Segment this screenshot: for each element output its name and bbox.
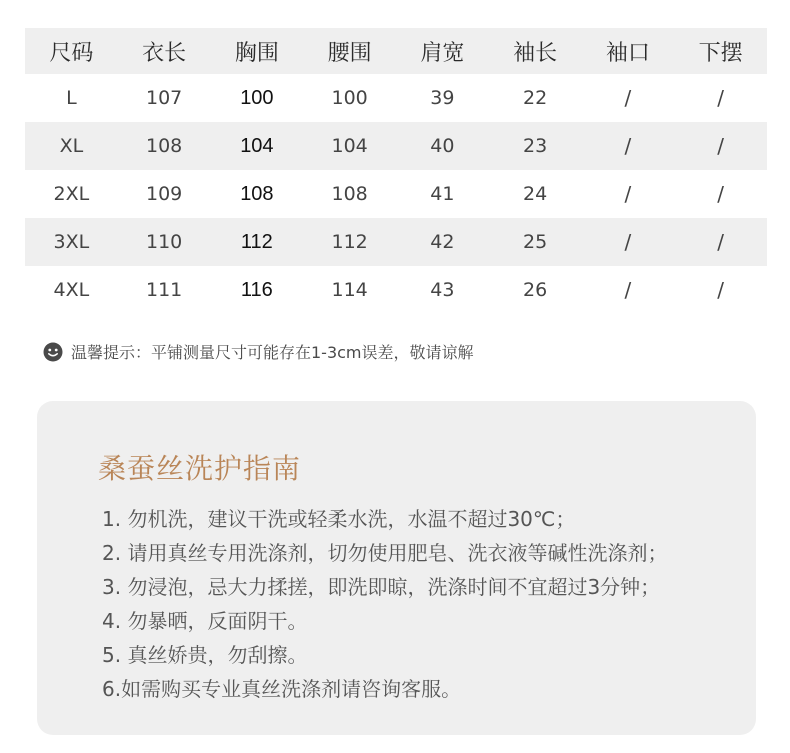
cell-waist: 100 (331, 87, 368, 109)
cell-shoulder: 42 (396, 218, 489, 266)
cell-cuff: / (624, 182, 632, 206)
cell-bust: 104 (211, 122, 304, 170)
list-item: 6.如需购买专业真丝洗涤剂请咨询客服。 (102, 677, 462, 701)
header-bust: 胸围 (211, 28, 304, 74)
cell-waist: 108 (331, 183, 368, 205)
cell-length: 110 (118, 218, 211, 266)
cell-size: XL (25, 122, 118, 170)
cell-hem: / (674, 218, 767, 266)
care-instructions-list (102, 502, 667, 706)
care-guide-title: 桑蚕丝洗护指南 (98, 452, 302, 485)
list-item: 3. 勿浸泡，忌大力揉搓，即洗即晾，洗涤时间不宜超过3分钟； (102, 575, 661, 599)
tip-text: 温馨提示：平铺测量尺寸可能存在1-3cm误差，敬请谅解 (71, 343, 474, 362)
cell-hem: / (674, 122, 767, 170)
care-guide-panel (37, 401, 756, 735)
header-shoulder: 肩宽 (396, 28, 489, 74)
header-size: 尺码 (25, 28, 118, 74)
header-waist: 腰围 (303, 28, 396, 74)
header-hem: 下摆 (674, 28, 767, 74)
list-item: 1. 勿机洗，建议干洗或轻柔水洗，水温不超过30℃； (102, 507, 576, 531)
header-length: 衣长 (118, 28, 211, 74)
cell-sleeve-length: 24 (523, 183, 548, 205)
cell-size: 2XL (53, 183, 90, 205)
cell-waist: 114 (331, 279, 368, 301)
table-row (25, 218, 767, 266)
table-row (25, 170, 767, 218)
cell-length: 109 (145, 183, 183, 205)
cell-length: 107 (145, 87, 183, 109)
size-table (25, 28, 767, 314)
cell-hem: / (717, 278, 724, 302)
cell-cuff: / (624, 86, 632, 110)
list-item: 2. 请用真丝专用洗涤剂，切勿使用肥皂、洗衣液等碱性洗涤剂； (102, 541, 668, 565)
cell-hem: / (717, 86, 724, 110)
measurement-tip (43, 340, 474, 363)
cell-bust: 112 (211, 218, 304, 266)
cell-sleeve-length: 26 (523, 279, 548, 301)
cell-waist: 104 (303, 122, 396, 170)
cell-bust: 116 (240, 278, 273, 301)
smile-icon (43, 342, 63, 362)
cell-waist: 112 (303, 218, 396, 266)
cell-bust: 100 (240, 86, 274, 109)
header-cuff: 袖口 (582, 28, 675, 74)
table-row (25, 266, 767, 314)
cell-shoulder: 41 (430, 183, 455, 205)
cell-length: 108 (118, 122, 211, 170)
cell-sleeve-length: 23 (489, 122, 582, 170)
cell-shoulder: 43 (430, 279, 455, 301)
header-sleeve-length: 袖长 (489, 28, 582, 74)
cell-shoulder: 40 (396, 122, 489, 170)
cell-cuff: / (582, 218, 675, 266)
list-item: 4. 勿暴晒，反面阴干。 (102, 609, 308, 633)
cell-bust: 108 (240, 182, 274, 205)
cell-cuff: / (582, 122, 675, 170)
cell-sleeve-length: 25 (489, 218, 582, 266)
cell-size: L (66, 87, 77, 109)
cell-shoulder: 39 (430, 87, 455, 109)
cell-size: 4XL (53, 279, 90, 301)
table-row (25, 122, 767, 170)
cell-sleeve-length: 22 (523, 87, 548, 109)
size-table-header-row (25, 28, 767, 74)
list-item: 5. 真丝娇贵，勿刮擦。 (102, 643, 308, 667)
cell-length: 111 (145, 279, 183, 301)
cell-size: 3XL (25, 218, 118, 266)
cell-cuff: / (624, 278, 632, 302)
table-row (25, 74, 767, 122)
cell-hem: / (717, 182, 724, 206)
